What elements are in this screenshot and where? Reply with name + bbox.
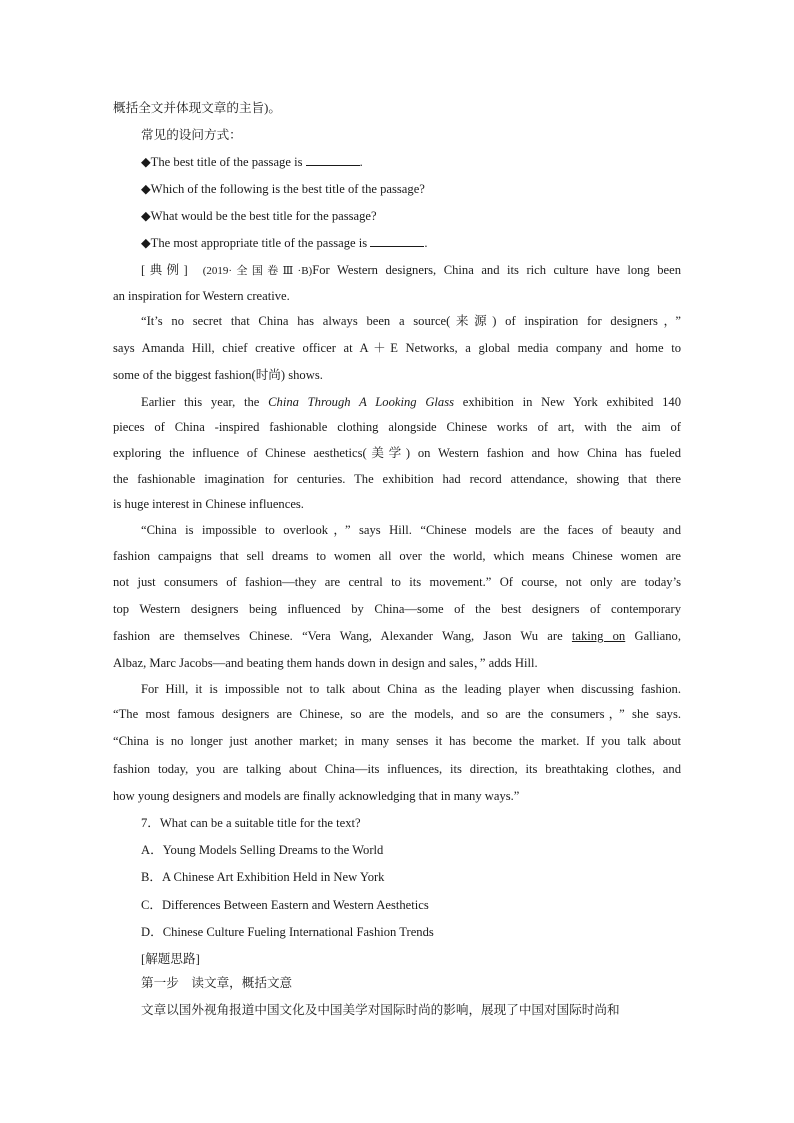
- question-form-3: ◆What would be the best title for the passage?: [141, 209, 377, 223]
- passage-p5-line-5: how young designers and models are finally acknowledging that in many ways.”: [113, 789, 520, 803]
- passage-p5-line-4: fashion today, you are talking about China—its influences, its direction, its breathtaking clothes, and: [113, 762, 681, 776]
- passage-p2-line-1: “It’s no secret that China has always been a source(来源) of inspiration for designers，”: [141, 314, 681, 328]
- example-line-1: [典例] (2019·全国卷Ⅲ·B)For Western designers, China and its rich culture have long been: [141, 263, 682, 277]
- passage-p4-line-3: not just consumers of fashion—they are central to its movement.” Of course, not only are today’s: [113, 575, 681, 589]
- passage-p4-line-5: fashion are themselves Chinese. “Vera Wang, Alexander Wang, Jason Wu are taking on Galliano,: [113, 629, 681, 643]
- passage-p2-line-3: some of the biggest fashion(时尚) shows.: [113, 368, 323, 382]
- exhibition-title: China Through A Looking Glass: [268, 395, 455, 409]
- example-tag: [典例]: [141, 263, 188, 277]
- passage-p5-line-2: “The most famous designers are Chinese, so are the models, and so are the consumers，” she says.: [113, 707, 681, 721]
- passage-p3-line-4: the fashionable imagination for centuries. The exhibition had record attendance, showing that there: [113, 472, 681, 486]
- intro-tail: 概括全文并体现文章的主旨)。: [113, 101, 281, 115]
- passage-p3-line-5: is huge interest in Chinese influences.: [113, 497, 304, 511]
- passage-p3-line-3: exploring the influence of Chinese aesthetics(美学) on Western fashion and how China has fueled: [113, 446, 681, 460]
- option-a: A．Young Models Selling Dreams to the World: [141, 843, 384, 857]
- analysis-heading: [解题思路]: [141, 952, 200, 966]
- passage-p3-line-2: pieces of China -inspired fashionable clothing alongside Chinese works of art, with the aim of: [113, 420, 681, 434]
- passage-p5-line-1: For Hill, it is impossible not to talk about China as the leading player when discussing fashion.: [141, 682, 681, 696]
- question-form-4: ◆The most appropriate title of the passage is .: [141, 236, 428, 250]
- passage-p4-line-2: fashion campaigns that sell dreams to women all over the world, which means Chinese women are: [113, 549, 681, 563]
- answer-blank: [306, 153, 360, 166]
- example-source: (2019·全国卷Ⅲ·B): [202, 265, 313, 277]
- analysis-step-1: 第一步 读文章，概括文意: [141, 976, 293, 990]
- answer-blank: [370, 234, 424, 247]
- analysis-body: 文章以国外视角报道中国文化及中国美学对国际时尚的影响，展现了中国对国际时尚和: [141, 1003, 620, 1017]
- underlined-phrase: taking on: [571, 629, 626, 643]
- question-form-1: ◆The best title of the passage is .: [141, 155, 363, 169]
- option-b: B．A Chinese Art Exhibition Held in New York: [141, 870, 385, 884]
- passage-p3-line-1: Earlier this year, the China Through A Looking Glass exhibition in New York exhibited 140: [141, 395, 682, 409]
- option-c: C．Differences Between Eastern and Western Aesthetics: [141, 898, 429, 912]
- question-stem: 7．What can be a suitable title for the text?: [141, 816, 361, 830]
- passage-p2-line-2: says Amanda Hill, chief creative officer at A＋E Networks, a global media company and home to: [113, 341, 681, 355]
- passage-p4-line-1: “China is impossible to overlook，” says Hill. “Chinese models are the faces of beauty and: [141, 523, 681, 537]
- passage-p4-line-4: top Western designers being influenced by China—some of the best designers of contemporary: [113, 602, 681, 616]
- option-d: D．Chinese Culture Fueling International Fashion Trends: [141, 925, 434, 939]
- question-form-2: ◆Which of the following is the best title of the passage?: [141, 182, 425, 196]
- passage-p5-line-3: “China is no longer just another market; in many senses it has become the market. If you talk about: [113, 734, 681, 748]
- example-line-2: an inspiration for Western creative.: [113, 289, 290, 303]
- question-forms-heading: 常见的设问方式：: [141, 128, 242, 142]
- passage-p4-line-6: Albaz, Marc Jacobs—and beating them hands down in design and sales，” adds Hill.: [113, 656, 538, 670]
